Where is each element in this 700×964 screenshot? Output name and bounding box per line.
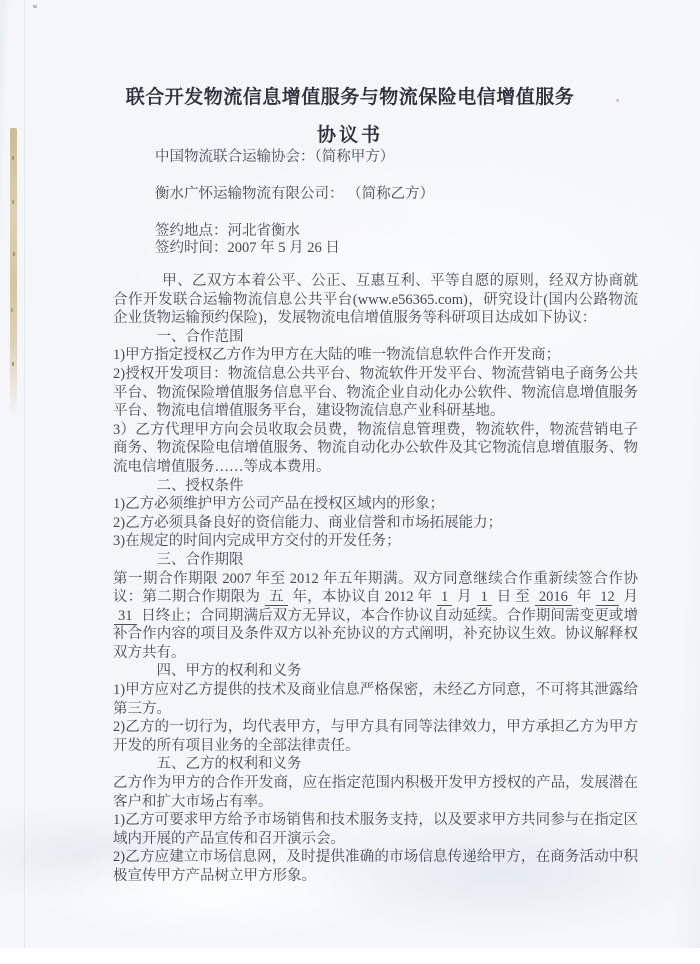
paragraph [113, 532, 638, 551]
paragraph-text: 2)乙方必须具备良好的资信能力、商业信誉和市场拓展能力； [113, 514, 503, 531]
paragraph [113, 848, 638, 885]
paragraph-text: 1)甲方应对乙方提供的技术及商业信息严格保密，未经乙方同意，不可将其泄露给第三方。 [113, 682, 638, 717]
paragraph-text: 乙方作为甲方的合作开发商，应在指定范围内积极开发甲方授权的产品，发展潜在客户和扩大市场占有率。 [113, 775, 638, 810]
section-heading [113, 755, 638, 774]
paragraph [113, 718, 638, 755]
paragraph-text: 2)乙方的一切行为，均代表甲方，与甲方具有同等法律效力，甲方承担乙方为甲方开发的所有项目业务的全部法律责任。 [113, 719, 638, 754]
underlined-fill-in-value: 31 [114, 608, 137, 625]
paragraph-text: 甲、乙双方本着公平、公正、互惠互利、平等自愿的原则，经双方协商就合作开发联合运输物流信息公共平台(www.e56365.com)，研究设计(国内公路物流企业货物运输预约保险)，发展物流电信增值服务等科研项目达成如下协议： [113, 273, 638, 327]
paragraph [113, 272, 638, 328]
sign-time-line: 签约时间：2007 年 5 月 26 日 [155, 240, 340, 256]
underlined-fill-in-value: 1 [477, 589, 492, 606]
paragraph [113, 811, 638, 848]
paragraph-text: 一、合作范围 [156, 328, 244, 345]
sign-place-line: 签约地点：河北省衡水 [155, 223, 300, 239]
paragraph [113, 681, 638, 718]
paragraph [113, 514, 638, 533]
paragraph-text: 1)甲方指定授权乙方作为甲方在大陆的唯一物流信息软件合作开发商； [113, 347, 561, 364]
document-header-meta [155, 148, 700, 257]
paragraph [113, 346, 638, 365]
paragraph [113, 365, 638, 421]
paragraph-text: 第一期合作期限 2007 年至 2012 年五年期满。双方同意继续合作重新续签合作协议：第二期合作期限为 [113, 570, 638, 606]
paragraph-text: 3)在规定的时间内完成甲方交付的开发任务； [113, 533, 401, 550]
section-heading [113, 477, 638, 496]
document-title-line2: 协议书 [316, 125, 383, 146]
paragraph-text: 2)乙方应建立市场信息网，及时提供准确的市场信息传递给甲方，在商务活动中积极宣传甲方产品树立甲方形象。 [113, 849, 638, 884]
paragraph-text: 年 [572, 589, 596, 606]
paragraph [113, 570, 638, 663]
section-heading [113, 662, 638, 681]
paragraph [113, 774, 638, 811]
underlined-fill-in-value: 1 [437, 589, 452, 606]
paragraph-text: 3）乙方代理甲方向会员收取会员费，物流信息管理费，物流软件，物流营销电子商务、物流保险电信增值服务、物流自动化办公软件及其它物流信息增值服务、物流电信增值服务……等成本费用。 [113, 421, 638, 475]
paragraph [113, 495, 638, 514]
paragraph-text: 2)授权开发项目：物流信息公共平台、物流软件开发平台、物流营销电子商务公共平台、物流保险增值服务信息平台、物流企业自动化办公软件、物流信息增值服务平台、物流电信增值服务平台，建设物流信息产业科研基地。 [113, 365, 638, 420]
paragraph-text: 日 至 [492, 589, 534, 606]
paragraph-text: 月 [619, 589, 639, 606]
section-heading [113, 551, 638, 570]
paragraph-text: 1)乙方可要求甲方给予市场销售和技术服务支持，以及要求甲方共同参与在指定区域内开展的产品宣传和召开演示会。 [113, 812, 638, 847]
paragraph-text: 1)乙方必须维护甲方公司产品在授权区域内的形象； [113, 496, 445, 513]
paragraph-text: 五、乙方的权利和义务 [156, 756, 302, 773]
underlined-fill-in-value: 五 [265, 589, 288, 606]
paragraph-text: 三、合作期限 [156, 551, 244, 568]
party-a-line: 中国物流联合运输协会：（简称甲方） [155, 149, 395, 165]
document-body [113, 272, 638, 886]
paragraph-text: 二、授权条件 [156, 477, 244, 494]
paragraph-text: 四、甲方的权利和义务 [156, 663, 302, 680]
paragraph-text: 日终止；合同期满后双方无异议，本合作协议自动延续。合作期间需变更或增补合作内容的项目及条件双方以补充协议的方式阐明，补充协议生效。协议解释权双方共有。 [113, 607, 638, 661]
document-title-line1: 联合开发物流信息增值服务与物流保险电信增值服务 [125, 87, 575, 108]
section-heading [113, 328, 638, 347]
underlined-fill-in-value: 2016 [535, 589, 572, 606]
paragraph-text: 年，本协议自 2012 年 [288, 589, 436, 606]
agreement-document [0, 86, 700, 886]
paragraph-text: 月 [453, 589, 476, 606]
paragraph [113, 421, 638, 477]
scan-speck-artifact [33, 5, 37, 8]
party-b-line: 衡水广怀运输物流有限公司： （简称乙方） [155, 186, 435, 202]
underlined-fill-in-value: 12 [596, 589, 619, 606]
